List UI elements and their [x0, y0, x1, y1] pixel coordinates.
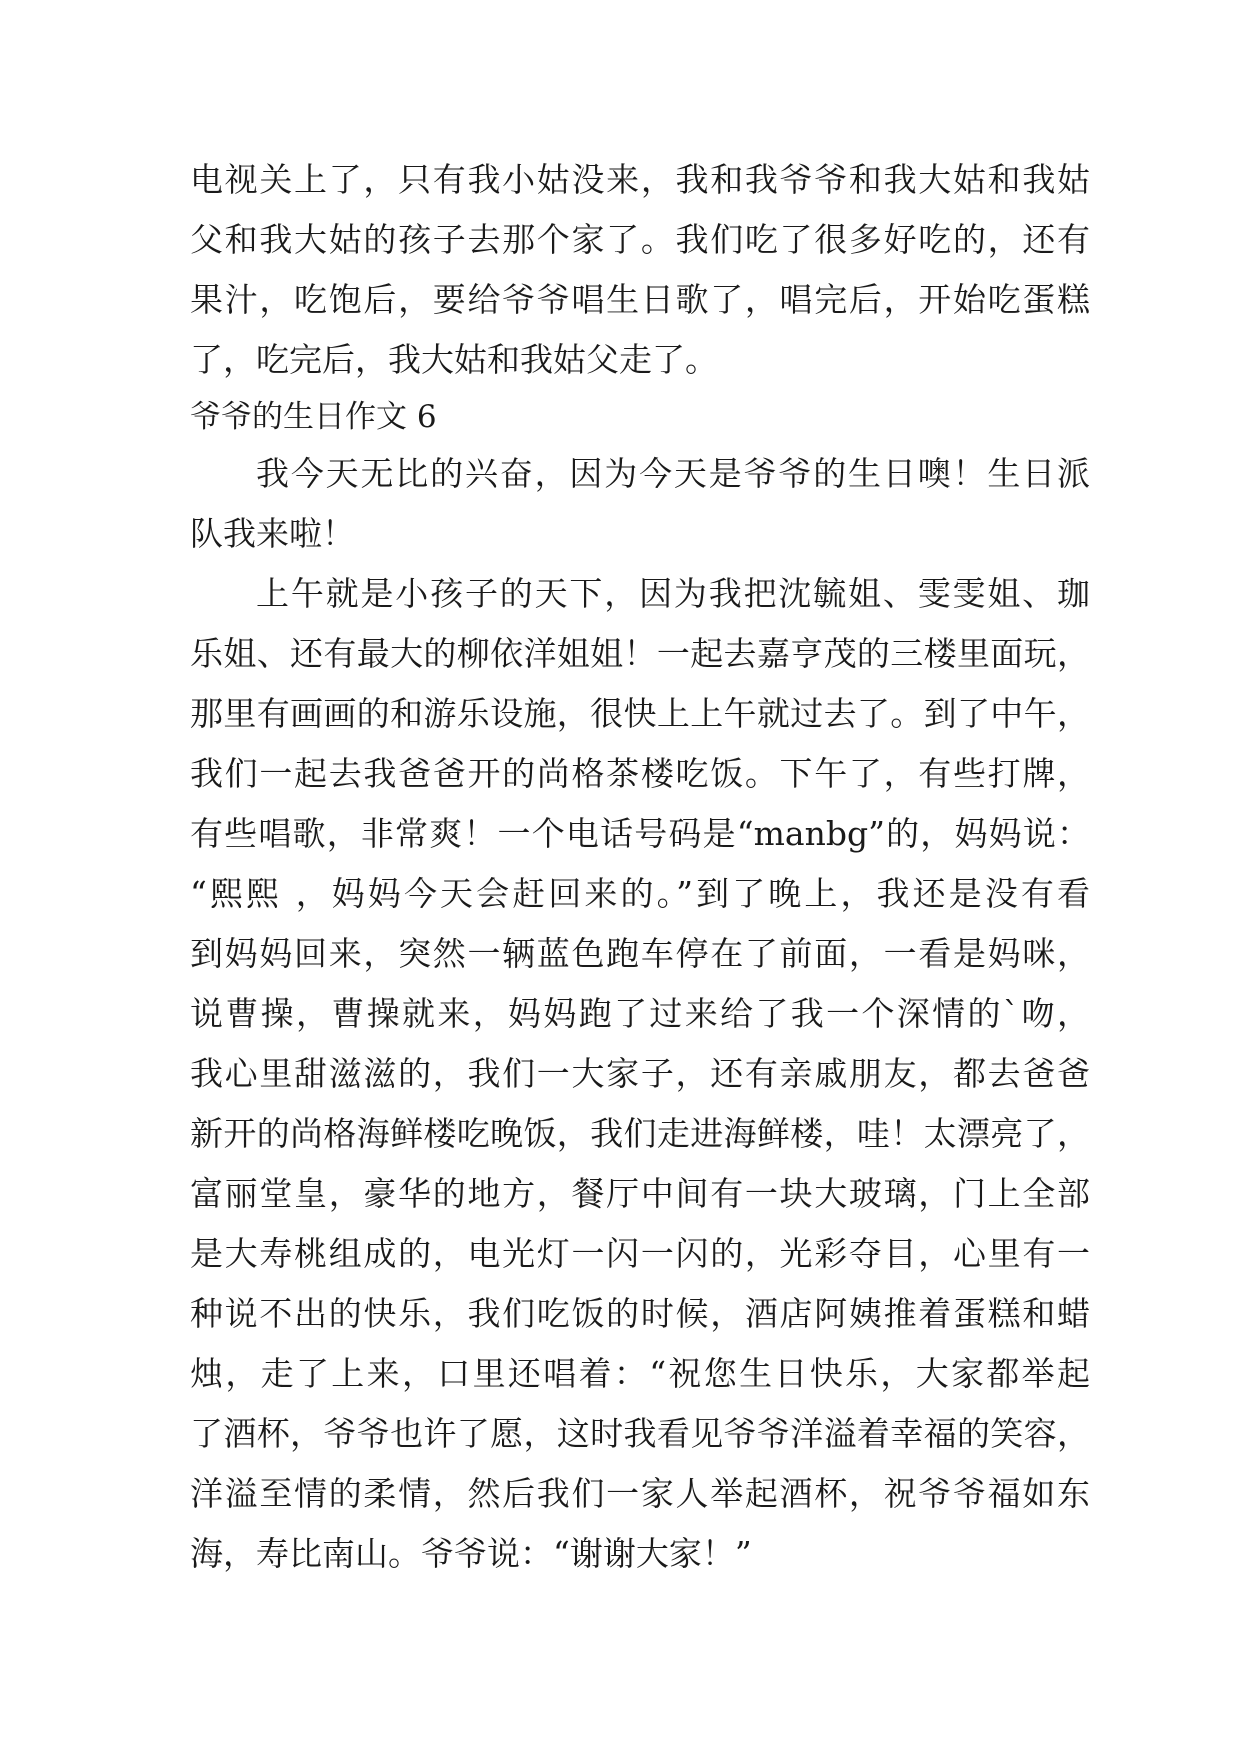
paragraph-1 [190, 444, 1090, 564]
text-line: 果汁，吃饱后，要给爷爷唱生日歌了，唱完后，开始吃蛋糕 [190, 280, 1090, 319]
text-line: 上午就是小孩子的天下，因为我把沈毓姐、雯雯姐、珈 [256, 574, 1090, 613]
document-body [190, 150, 1090, 1584]
text-line: 队我来啦！ [190, 514, 355, 553]
text-line: 了酒杯，爷爷也许了愿，这时我看见爷爷洋溢着幸福的笑容， [190, 1414, 1090, 1453]
text-line: 了，吃完后，我大姑和我姑父走了。 [190, 340, 718, 379]
text-line: 海，寿比南山。爷爷说：“谢谢大家！” [190, 1534, 752, 1573]
text-line: 新开的尚格海鲜楼吃晚饭，我们走进海鲜楼，哇！太漂亮了， [190, 1114, 1090, 1153]
text-line: 父和我大姑的孩子去那个家了。我们吃了很多好吃的，还有 [190, 220, 1090, 259]
text-line: “熙熙 ，妈妈今天会赶回来的。”到了晚上，我还是没有看 [190, 874, 1090, 913]
paragraph-2 [190, 564, 1090, 1584]
text-line: 是大寿桃组成的，电光灯一闪一闪的，光彩夺目，心里有一 [190, 1234, 1090, 1273]
text-line: 烛，走了上来，口里还唱着：“祝您生日快乐，大家都举起 [190, 1354, 1090, 1393]
text-line: 我们一起去我爸爸开的尚格茶楼吃饭。下午了，有些打牌， [190, 754, 1090, 793]
text-line: 种说不出的快乐，我们吃饭的时候，酒店阿姨推着蛋糕和蜡 [190, 1294, 1090, 1333]
text-line: 说曹操，曹操就来，妈妈跑了过来给了我一个深情的`吻， [190, 994, 1090, 1033]
text-line: 那里有画画的和游乐设施，很快上上午就过去了。到了中午， [190, 694, 1090, 733]
text-line: 富丽堂皇，豪华的地方，餐厅中间有一块大玻璃，门上全部 [190, 1174, 1090, 1213]
text-line: 有些唱歌，非常爽！一个电话号码是“manbg”的，妈妈说： [190, 814, 1090, 853]
text-line: 到妈妈回来，突然一辆蓝色跑车停在了前面，一看是妈咪， [190, 934, 1090, 973]
text-line: 电视关上了，只有我小姑没来，我和我爷爷和我大姑和我姑 [190, 160, 1090, 199]
text-line: 洋溢至情的柔情，然后我们一家人举起酒杯，祝爷爷福如东 [190, 1474, 1090, 1513]
text-line: 我今天无比的兴奋，因为今天是爷爷的生日噢！生日派 [256, 454, 1090, 493]
continued-paragraph [190, 150, 1090, 390]
section-title: 爷爷的生日作文 6 [190, 399, 437, 435]
text-line: 我心里甜滋滋的，我们一大家子，还有亲戚朋友，都去爸爸 [190, 1054, 1090, 1093]
text-line: 乐姐、还有最大的柳依洋姐姐！一起去嘉亨茂的三楼里面玩， [190, 634, 1090, 673]
